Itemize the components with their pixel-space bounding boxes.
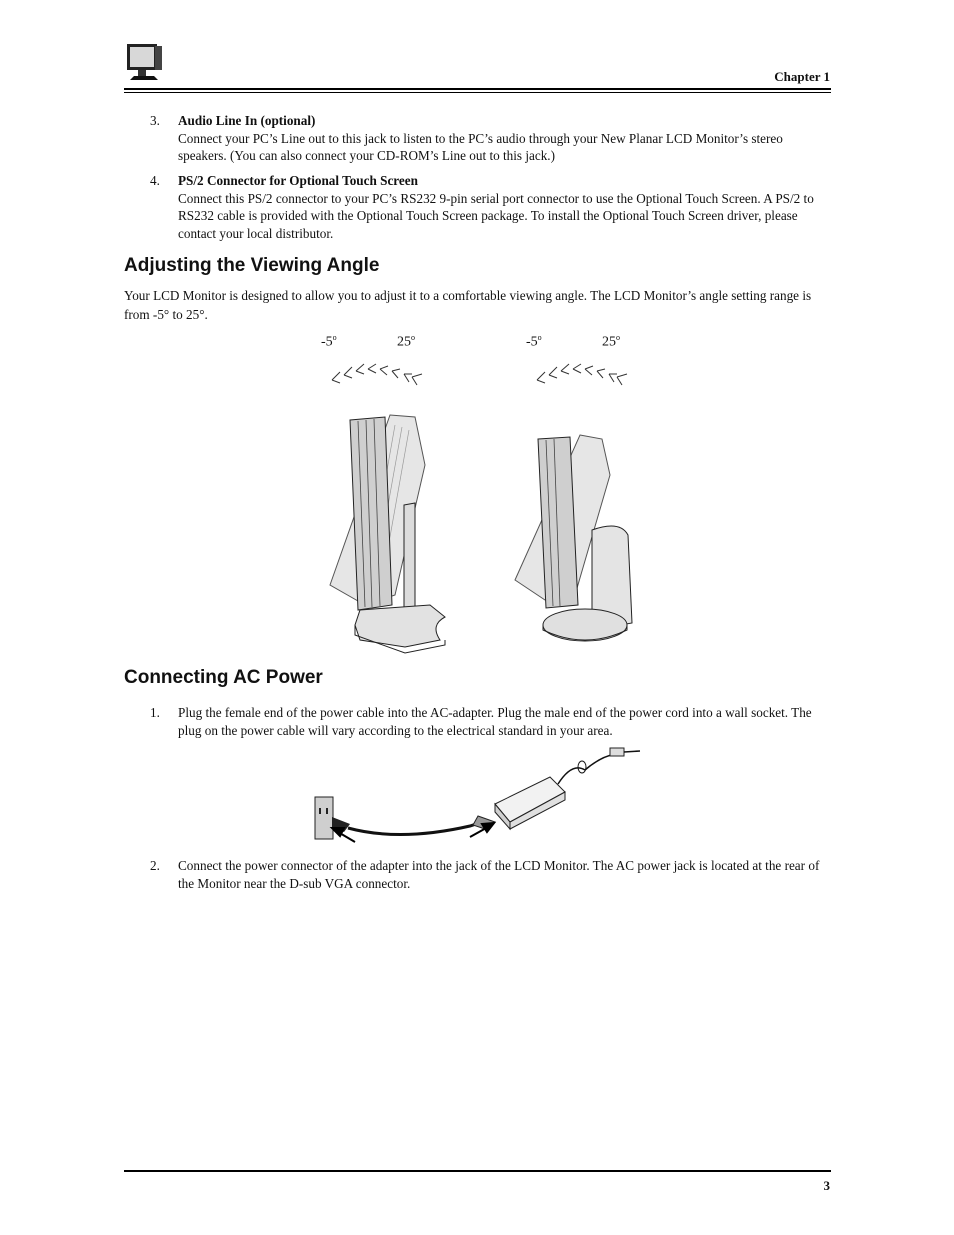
- item-text: Connect your PC’s Line out to this jack to listen to the PC’s audio through your New Planar LCD Monitor’s stereo speakers. (You can also connect your CD-ROM’s Line out to this jack.): [178, 130, 783, 163]
- item-text: Connect the power connector of the adapter into the jack of the LCD Monitor. The AC power jack is located at the rear of the Monitor near the D-sub VGA connector.: [178, 858, 820, 891]
- angle-label-left-min: -5$^o$: [321, 333, 337, 350]
- footer-rule: [124, 1170, 831, 1172]
- viewing-angle-paragraph: Your LCD Monitor is designed to allow you to adjust it to a comfortable viewing angle. The LCD Monitor’s angle setting range is from -5° to 25°.: [124, 288, 812, 322]
- monitor-tilt-illustration-left: [320, 355, 460, 655]
- section-heading-ac-power: Connecting AC Power: [124, 667, 323, 688]
- angle-label-right-min: -5$^o$: [526, 333, 542, 350]
- angle-label-right-max: 25$^o$: [602, 333, 620, 350]
- angle-label-left-max: 25$^o$: [397, 333, 415, 350]
- list-number: 1.: [150, 705, 160, 720]
- list-item-ps2-connector: [150, 172, 830, 242]
- list-number: 3.: [150, 113, 160, 128]
- item-title: PS/2 Connector for Optional Touch Screen: [178, 173, 418, 188]
- page-number: 3: [823, 1178, 830, 1193]
- ac-adapter-illustration: [310, 742, 650, 847]
- monitor-tilt-illustration-right: [510, 355, 650, 655]
- list-item-plug-power-cable: [150, 704, 830, 739]
- item-text: Connect this PS/2 connector to your PC’s RS232 9-pin serial port connector to use the Optional Touch Screen. A PS/2 to RS232 cable is provided with the Optional Touch Screen package. To install the Optional Touch Screen driver, please contact your local distributor.: [178, 190, 814, 241]
- section-heading-viewing-angle: Adjusting the Viewing Angle: [124, 255, 380, 276]
- chapter-label: Chapter 1: [774, 69, 830, 84]
- item-title: Audio Line In (optional): [178, 113, 316, 128]
- list-item-audio-line-in: [150, 112, 830, 165]
- list-number: 4.: [150, 173, 160, 188]
- monitor-logo-icon: [124, 42, 166, 84]
- item-text: Plug the female end of the power cable into the AC-adapter. Plug the male end of the power cord into a wall socket. The plug on the power cable will vary according to the electrical standard in your area.: [178, 705, 812, 738]
- list-number: 2.: [150, 858, 160, 873]
- list-item-connect-power-connector: [150, 857, 830, 892]
- header-rule: [124, 88, 831, 93]
